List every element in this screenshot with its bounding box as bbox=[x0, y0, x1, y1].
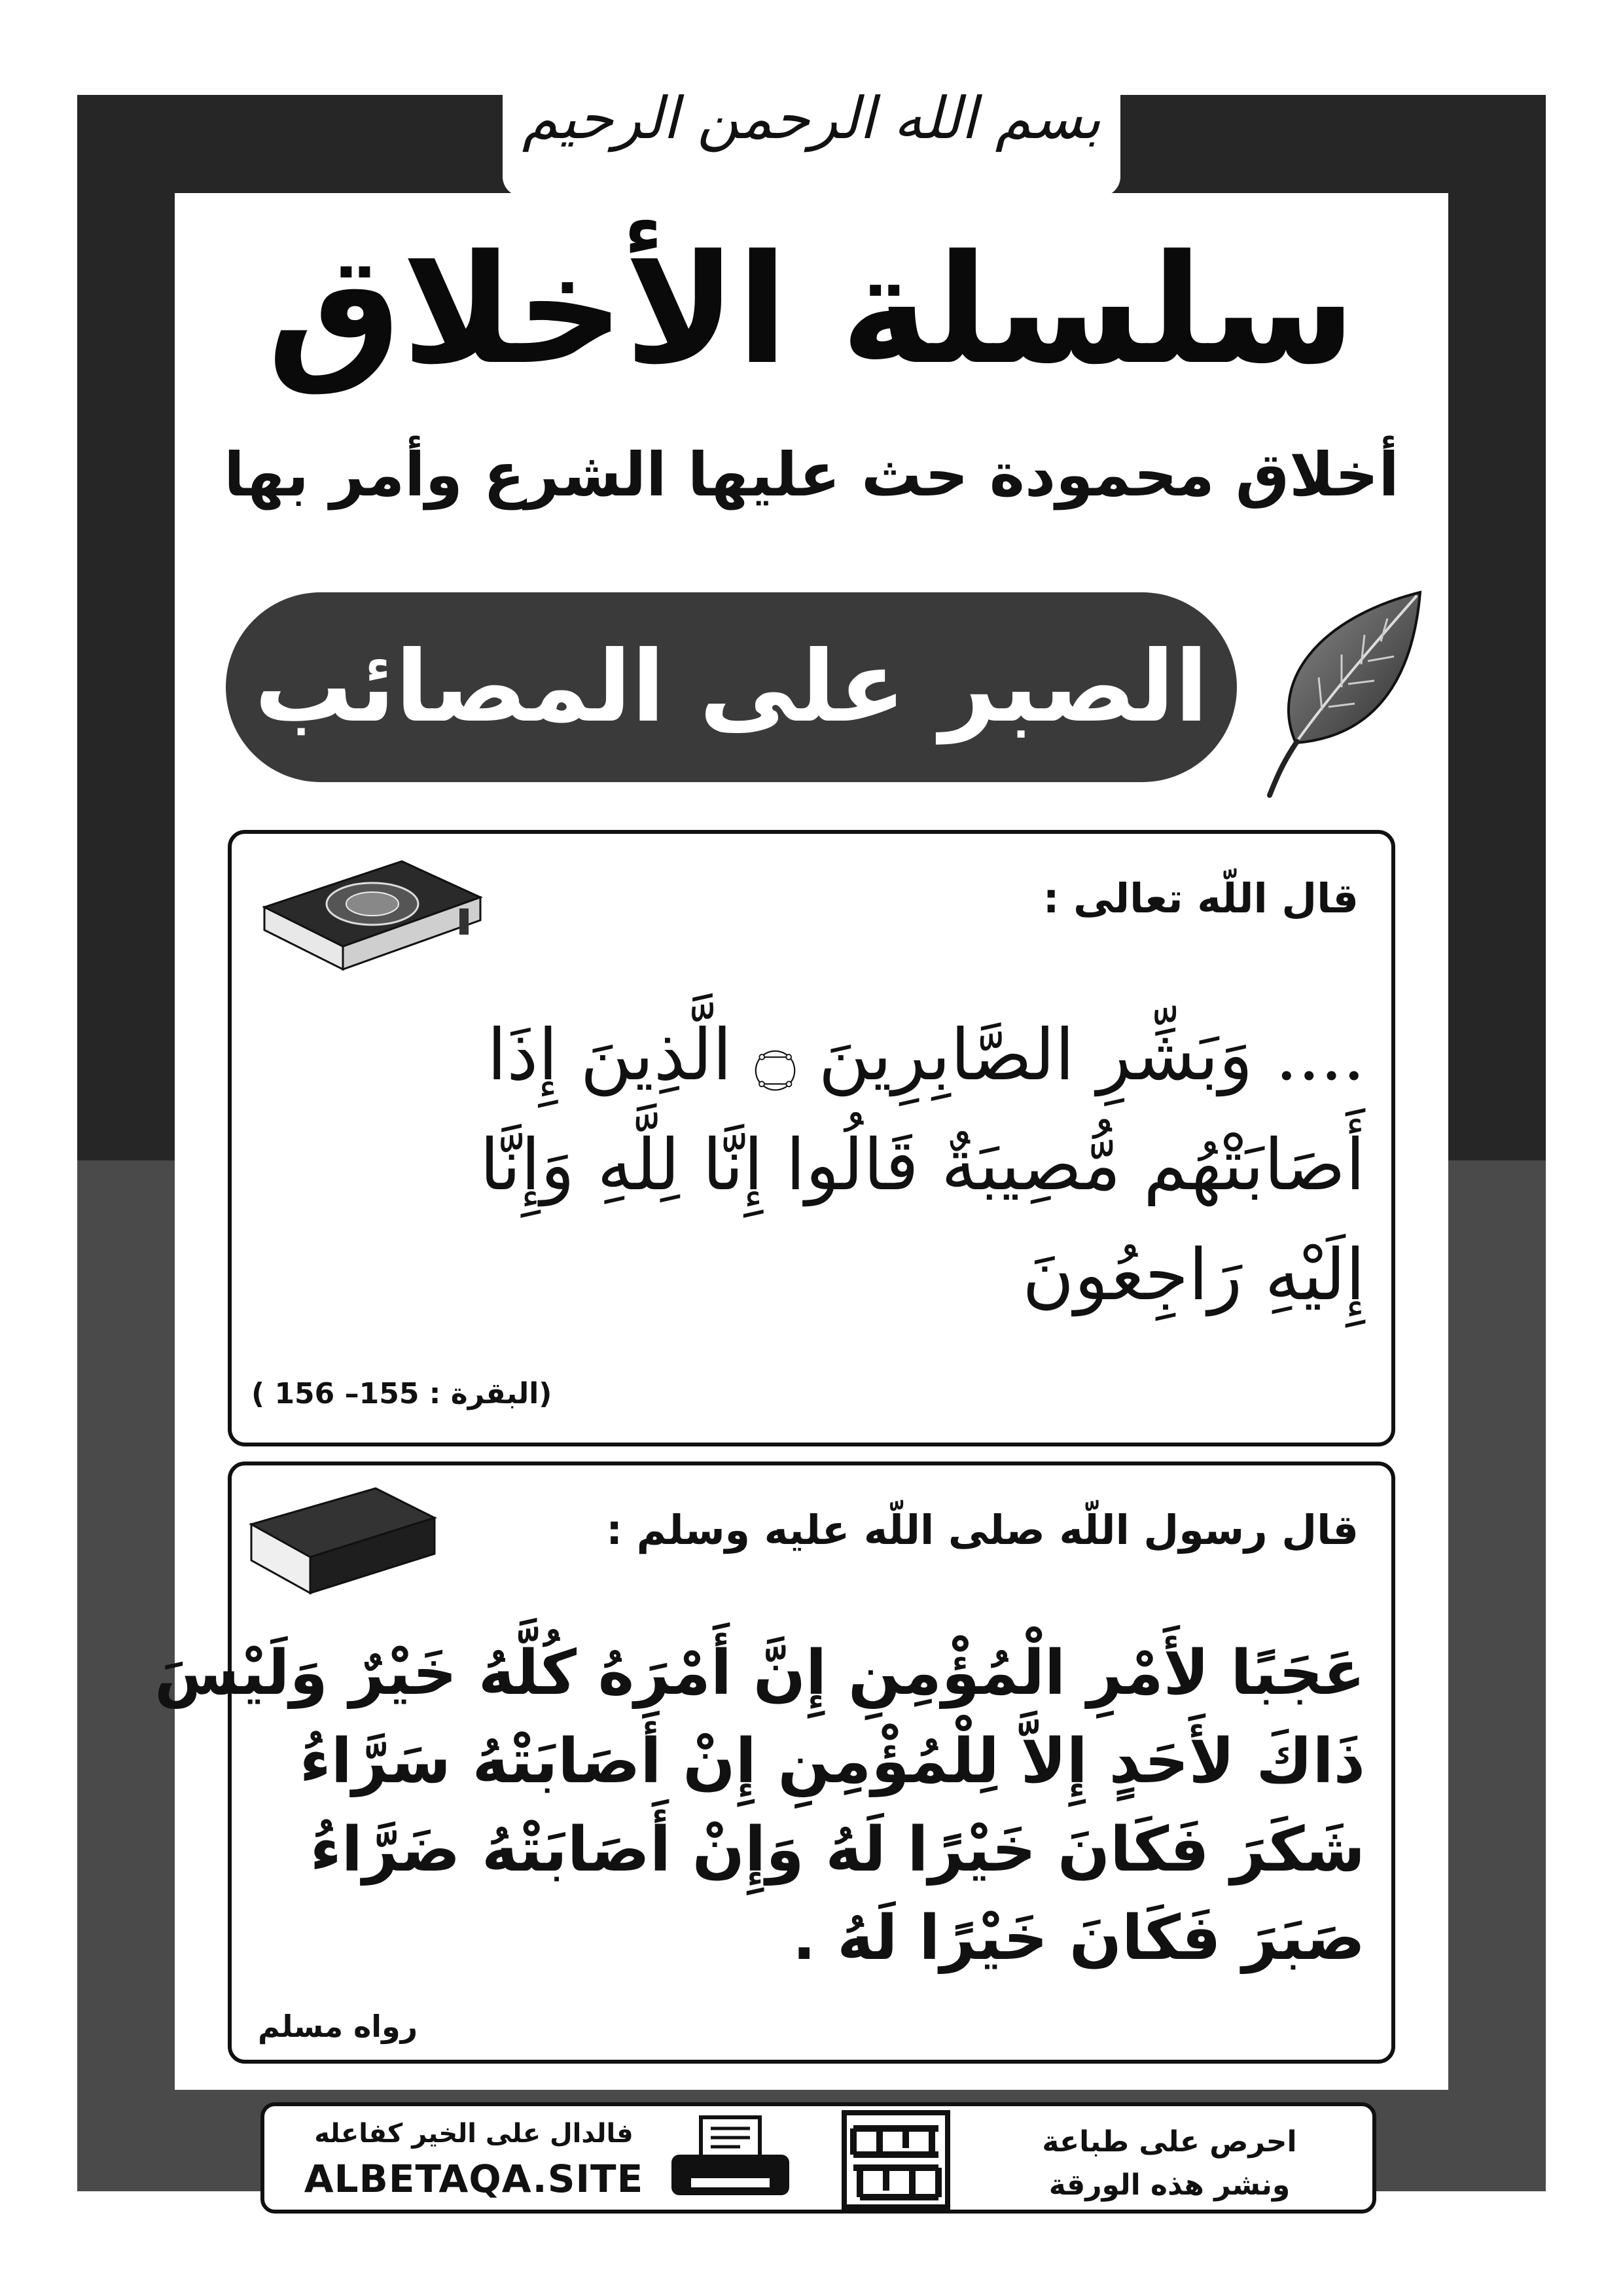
verse-line: إِلَيْهِ رَاجِعُونَ bbox=[1022, 1234, 1365, 1316]
printer-icon bbox=[665, 2114, 796, 2206]
basmala-plate bbox=[503, 39, 1120, 196]
hadith-box bbox=[154, 1462, 1395, 2064]
quran-verse bbox=[258, 1001, 1365, 1331]
hadith-line: عَجَبًا لأَمْرِ الْمُؤْمِنِ إِنَّ أَمْرَهُ كُلَّهُ خَيْرٌ وَلَيْسَ bbox=[154, 1638, 1365, 1709]
call-line-2: ونشر هذه الورقة bbox=[1048, 2168, 1291, 2202]
footer-motto: فالدال على الخير كفاعله bbox=[314, 2119, 633, 2149]
hadith-text bbox=[154, 1629, 1365, 1982]
series-subtitle: أخلاق محمودة حث عليها الشرع وأمر بها bbox=[224, 440, 1399, 510]
quran-heading: قال اللّه تعالى : bbox=[1043, 874, 1359, 922]
verse-line: .... وَبَشِّرِ الصَّابِرِينَ ۝ الَّذِينَ إِذَا bbox=[487, 1014, 1365, 1096]
quran-box bbox=[228, 830, 1395, 1446]
dawa-logo bbox=[840, 2109, 952, 2211]
series-title: سلسلة الأخلاق bbox=[267, 223, 1356, 398]
verse-reference: (البقرة : 155– 156 ) bbox=[251, 1377, 552, 1410]
call-line-1: احرص على طباعة bbox=[1042, 2125, 1297, 2159]
quran-book-icon bbox=[251, 848, 487, 992]
leaf-icon bbox=[1257, 579, 1433, 802]
hadith-line: شَكَرَ فَكَانَ خَيْرًا لَهُ وَإِنْ أَصَابَتْهُ ضَرَّاءُ bbox=[310, 1814, 1365, 1886]
topic-banner bbox=[226, 592, 1237, 782]
footer-call bbox=[993, 2121, 1346, 2207]
verse-line: أَصَابَتْهُم مُّصِيبَةٌ قَالُوا إِنَّا لِلَّهِ وَإِنَّا bbox=[479, 1124, 1365, 1206]
hadith-reference: رواه مسلم bbox=[258, 2009, 418, 2044]
basmala: بسم الله الرحمن الرحيم bbox=[522, 84, 1101, 152]
hadith-line: صَبَرَ فَكَانَ خَيْرًا لَهُ . bbox=[792, 1903, 1365, 1974]
footer-site-block bbox=[291, 2113, 657, 2204]
footer bbox=[260, 2102, 1376, 2214]
hadith-heading: قال رسول اللّه صلى اللّه عليه وسلم : bbox=[606, 1506, 1359, 1554]
book-icon bbox=[245, 1479, 441, 1609]
topic-title: الصبر على المصائب bbox=[254, 630, 1209, 744]
site-link[interactable]: ALBETAQA.SITE bbox=[304, 2157, 644, 2201]
hadith-line: ذَاكَ لأَحَدٍ إِلاَّ لِلْمُؤْمِنِ إِنْ أَصَابَتْهُ سَرَّاءُ bbox=[299, 1726, 1365, 1797]
